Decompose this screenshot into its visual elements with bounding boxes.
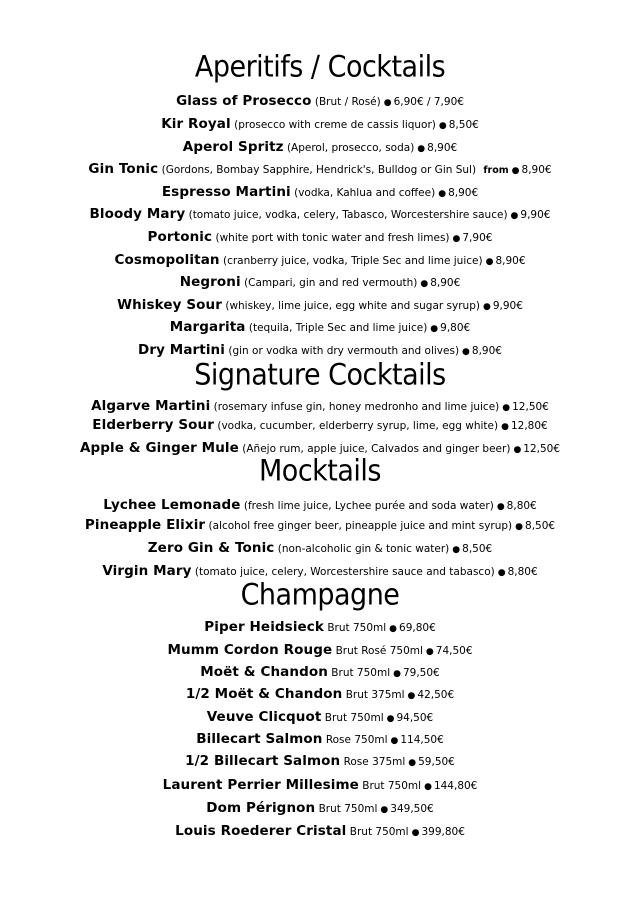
item-name: Piper Heidsieck: [204, 619, 324, 635]
bullet-icon: ●: [407, 691, 416, 701]
item-description: (gin or vodka with dry vermouth and olives): [228, 345, 460, 357]
menu-item: [0, 800, 640, 818]
menu-item: [0, 497, 640, 515]
item-description: (prosecco with creme de cassis liquor): [234, 119, 436, 131]
bullet-icon: ●: [452, 545, 461, 555]
bullet-icon: ●: [411, 828, 420, 838]
item-description: (tomato juice, vodka, celery, Tabasco, Worcestershire sauce): [188, 209, 508, 221]
item-description: Brut 750ml: [349, 826, 409, 838]
item-name: Portonic: [147, 229, 213, 245]
menu-item: [0, 161, 640, 179]
item-description: (Añejo rum, apple juice, Calvados and ginger beer): [242, 443, 511, 455]
item-price: 6,90€ / 7,90€: [393, 96, 464, 108]
bullet-icon: ●: [417, 144, 426, 154]
item-name: Zero Gin & Tonic: [147, 540, 275, 556]
item-price: 8,80€: [506, 500, 537, 512]
bullet-icon: ●: [485, 257, 494, 267]
item-description: Brut 375ml: [345, 689, 405, 701]
item-name: Lychee Lemonade: [103, 497, 241, 513]
item-price: 59,50€: [418, 756, 455, 768]
menu-item: [0, 93, 640, 111]
item-name: Aperol Spritz: [182, 139, 284, 155]
menu-item: [0, 417, 640, 435]
menu-item: [0, 398, 640, 416]
menu-item: [0, 274, 640, 292]
item-price: 8,90€: [495, 255, 526, 267]
bullet-icon: ●: [389, 624, 398, 634]
section-heading-aperitifs: Aperitifs / Cocktails: [194, 50, 446, 85]
menu-item: [0, 823, 640, 841]
bullet-icon: ●: [502, 403, 511, 413]
item-name: Elderberry Sour: [92, 417, 215, 433]
item-name: Negroni: [179, 274, 241, 290]
item-name: Algarve Martini: [91, 398, 211, 414]
item-price: 69,80€: [399, 622, 436, 634]
bullet-icon: ●: [462, 347, 470, 357]
item-price: 9,80€: [440, 322, 471, 334]
item-price: 8,90€: [448, 187, 479, 199]
item-price: 8,80€: [507, 566, 538, 578]
menu-item: [0, 753, 640, 771]
item-description: (whiskey, lime juice, egg white and sugar syrup): [225, 300, 480, 312]
menu-item: [0, 642, 640, 660]
menu-item: [0, 297, 640, 315]
item-price: 12,80€: [510, 420, 548, 432]
item-price: 114,50€: [400, 734, 444, 746]
menu-item: [0, 252, 640, 270]
bullet-icon: ●: [408, 758, 417, 768]
item-name: Kir Royal: [161, 116, 231, 132]
bullet-icon: ●: [393, 669, 401, 679]
bullet-icon: ●: [380, 805, 389, 815]
item-description: Rose 750ml: [325, 734, 388, 746]
bullet-icon: ●: [497, 568, 506, 578]
bullet-icon: ●: [510, 211, 519, 221]
item-description: Rose 375ml: [343, 756, 406, 768]
item-price: 9,90€: [520, 209, 551, 221]
bullet-icon: ●: [430, 324, 439, 334]
item-name: Gin Tonic: [88, 161, 159, 177]
item-description: (vodka, cucumber, elderberry syrup, lime, egg white): [217, 420, 499, 432]
item-description: (white port with tonic water and fresh limes): [215, 232, 450, 244]
item-name: Apple & Ginger Mule: [79, 440, 239, 456]
item-description: Brut 750ml: [327, 622, 387, 634]
item-description: Brut 750ml: [324, 712, 384, 724]
bullet-icon: ●: [501, 422, 509, 432]
item-price: 8,50€: [525, 520, 556, 532]
bullet-icon: ●: [438, 121, 447, 131]
item-description: (Gordons, Bombay Sapphire, Hendrick's, Bulldog or Gin Sul): [161, 164, 477, 176]
item-name: Cosmopolitan: [114, 252, 220, 268]
item-name: Mumm Cordon Rouge: [167, 642, 333, 658]
item-price: 8,50€: [462, 543, 493, 555]
item-name: Espresso Martini: [161, 184, 291, 200]
bullet-icon: ●: [452, 234, 461, 244]
item-price: 399,80€: [421, 826, 465, 838]
item-description: (tomato juice, celery, Worcestershire sauce and tabasco): [194, 566, 495, 578]
menu-item: [0, 709, 640, 727]
item-description: (Brut / Rosé): [314, 96, 381, 108]
item-description: (tequila, Triple Sec and lime juice): [248, 322, 428, 334]
item-description: (non-alcoholic gin & tonic water): [277, 543, 450, 555]
menu-item: [0, 139, 640, 157]
menu-item: [0, 664, 640, 682]
item-name: 1/2 Billecart Salmon: [185, 753, 341, 769]
item-name: Bloody Mary: [89, 206, 186, 222]
item-name: Billecart Salmon: [196, 731, 323, 747]
item-name: Virgin Mary: [102, 563, 192, 579]
bullet-icon: ●: [420, 279, 429, 289]
item-description: Brut Rosé 750ml: [335, 645, 423, 657]
item-description: Brut 750ml: [331, 667, 391, 679]
item-from-label: from: [483, 165, 509, 176]
item-name: Dry Martini: [138, 342, 226, 358]
item-name: Pineapple Elixir: [84, 517, 206, 533]
section-heading-mocktails: Mocktails: [259, 454, 381, 489]
item-price: 12,50€: [523, 443, 561, 455]
item-price: 12,50€: [512, 401, 549, 413]
item-price: 8,90€: [471, 345, 502, 357]
section-heading-signature: Signature Cocktails: [194, 358, 446, 393]
menu-item: [0, 229, 640, 247]
item-description: (rosemary infuse gin, honey medronho and lime juice): [213, 401, 500, 413]
item-price: 349,50€: [390, 803, 434, 815]
menu-item: [0, 342, 640, 360]
item-price: 74,50€: [435, 645, 473, 657]
item-price: 144,80€: [433, 780, 478, 792]
item-name: Dom Pérignon: [206, 800, 316, 816]
item-name: Moët & Chandon: [200, 664, 328, 680]
bullet-icon: ●: [386, 714, 395, 724]
item-name: Margarita: [169, 319, 246, 335]
menu-item: [0, 517, 640, 535]
menu-item: [0, 116, 640, 134]
menu-item: [0, 319, 640, 337]
section-heading-champagne: Champagne: [240, 578, 400, 613]
bullet-icon: ●: [425, 647, 434, 657]
item-price: 7,90€: [462, 232, 493, 244]
menu-item: [0, 184, 640, 202]
item-description: (vodka, Kahlua and coffee): [294, 187, 436, 199]
bullet-icon: ●: [515, 522, 524, 532]
bullet-icon: ●: [383, 98, 392, 108]
item-price: 42,50€: [417, 689, 455, 701]
item-price: 8,90€: [521, 164, 552, 176]
item-price: 79,50€: [402, 667, 440, 679]
bullet-icon: ●: [424, 782, 432, 792]
menu-item: [0, 777, 640, 795]
item-name: Louis Roederer Cristal: [175, 823, 347, 839]
bullet-icon: ●: [438, 189, 447, 199]
bullet-icon: ●: [511, 166, 520, 176]
menu-item: [0, 540, 640, 558]
item-description: (alcohol free ginger beer, pineapple juice and mint syrup): [208, 520, 513, 532]
item-description: Brut 750ml: [318, 803, 378, 815]
item-price: 8,90€: [430, 277, 461, 289]
item-name: Whiskey Sour: [117, 297, 222, 313]
menu-item: [0, 686, 640, 704]
item-description: (Campari, gin and red vermouth): [244, 277, 418, 289]
bullet-icon: ●: [390, 736, 399, 746]
menu-item: [0, 731, 640, 749]
menu-item: [0, 619, 640, 637]
item-name: Laurent Perrier Millesime: [162, 777, 359, 793]
bullet-icon: ●: [513, 445, 522, 455]
item-price: 94,50€: [396, 712, 434, 724]
menu-item: [0, 206, 640, 224]
item-name: Glass of Prosecco: [176, 93, 312, 109]
bullet-icon: ●: [482, 302, 491, 312]
item-price: 8,50€: [448, 119, 479, 131]
item-description: (Aperol, prosecco, soda): [286, 142, 415, 154]
item-name: Veuve Clicquot: [206, 709, 322, 725]
item-description: (fresh lime juice, Lychee purée and soda water): [243, 500, 494, 512]
item-price: 9,90€: [492, 300, 523, 312]
item-name: 1/2 Moët & Chandon: [185, 686, 343, 702]
item-description: Brut 750ml: [362, 780, 422, 792]
bullet-icon: ●: [496, 502, 505, 512]
item-description: (cranberry juice, vodka, Triple Sec and lime juice): [222, 255, 483, 267]
item-price: 8,90€: [427, 142, 458, 154]
